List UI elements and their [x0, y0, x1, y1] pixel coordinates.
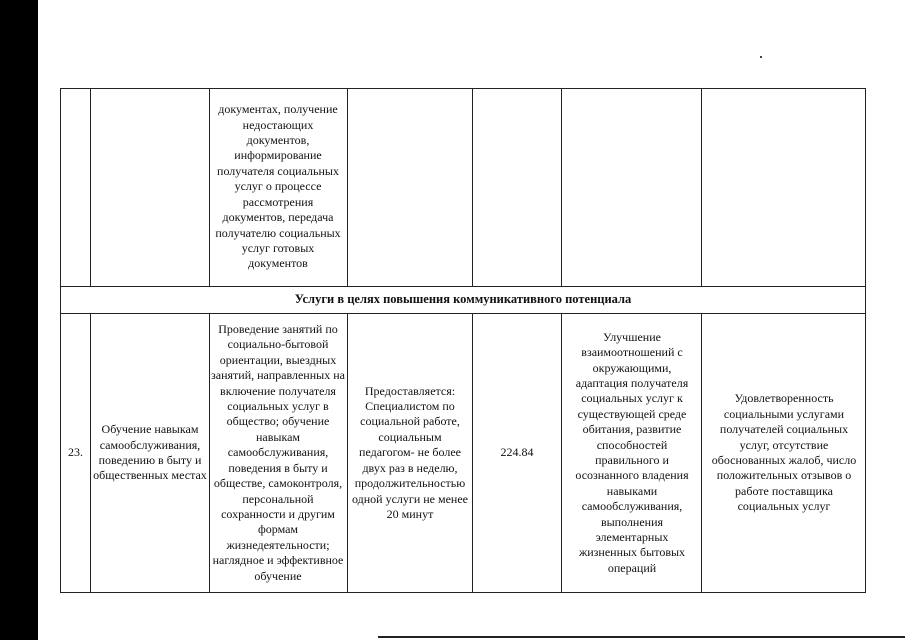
provision-conditions-cell: [349, 314, 471, 592]
tariff-value: 224.84: [500, 445, 534, 460]
quality-indicators-cell: [703, 314, 865, 592]
column-divider: [90, 313, 91, 592]
section-title-text: Услуги в целях повышения коммуникативного потенциала: [294, 292, 632, 306]
service-name: Обучение навыкам самообслуживания, поведению в быту и общественных местах: [93, 422, 207, 483]
tariff-cell: [473, 314, 561, 592]
column-divider: [209, 88, 210, 286]
table-right-border: [865, 88, 866, 592]
section-title: [60, 286, 866, 313]
table-top-border: [60, 88, 866, 89]
service-description: Проведение занятий по социально-бытовой ориентации, выездных занятий, направленных на включение получателя социальных услуг в общество; обучение навыкам самообслуживания, поведения в быту и обществе, самоконтроля, персональной сохранности и другим формам жизнедеятельности; наглядное и эффективное обучение: [211, 322, 345, 583]
column-divider: [347, 313, 348, 592]
service-name-cell: [92, 314, 208, 592]
continued-description-cell: [211, 90, 345, 284]
column-divider: [561, 88, 562, 286]
column-divider: [701, 88, 702, 286]
provision-conditions: Предоставляется: Специалистом по социальной работе, социальным педагогом- не более двух раз в неделю, продолжительностью одной услуги не менее 20 минут: [351, 383, 468, 521]
row-number: 23.: [68, 445, 83, 460]
quality-indicators: Удовлетворенность социальными услугами получателей социальных услуг, отсутствие обоснованных жалоб, число положительных отзывов о работе поставщика социальных услуг: [711, 391, 857, 514]
expected-result: Улучшение взаимоотношений с окружающими, адаптация получателя социальных услуг к существующей среде обитания, развитие способностей правильного и осознанного владения навыками самообслуживания, выполнения элементарных жизненных бытовых операций: [575, 329, 689, 575]
column-divider: [347, 88, 348, 286]
column-divider: [209, 313, 210, 592]
row-number-cell: [61, 314, 90, 592]
expected-result-cell: [564, 314, 700, 592]
column-divider: [472, 88, 473, 286]
continued-description-text: документах, получение недостающих документов, информирование получателя социальных услуг о процессе рассмотрения документов, передача получателю социальных услуг готовых документов: [215, 102, 341, 271]
table-bottom-border: [60, 592, 866, 593]
column-divider: [561, 313, 562, 592]
column-divider: [90, 88, 91, 286]
service-description-cell: [211, 316, 345, 590]
column-divider: [701, 313, 702, 592]
